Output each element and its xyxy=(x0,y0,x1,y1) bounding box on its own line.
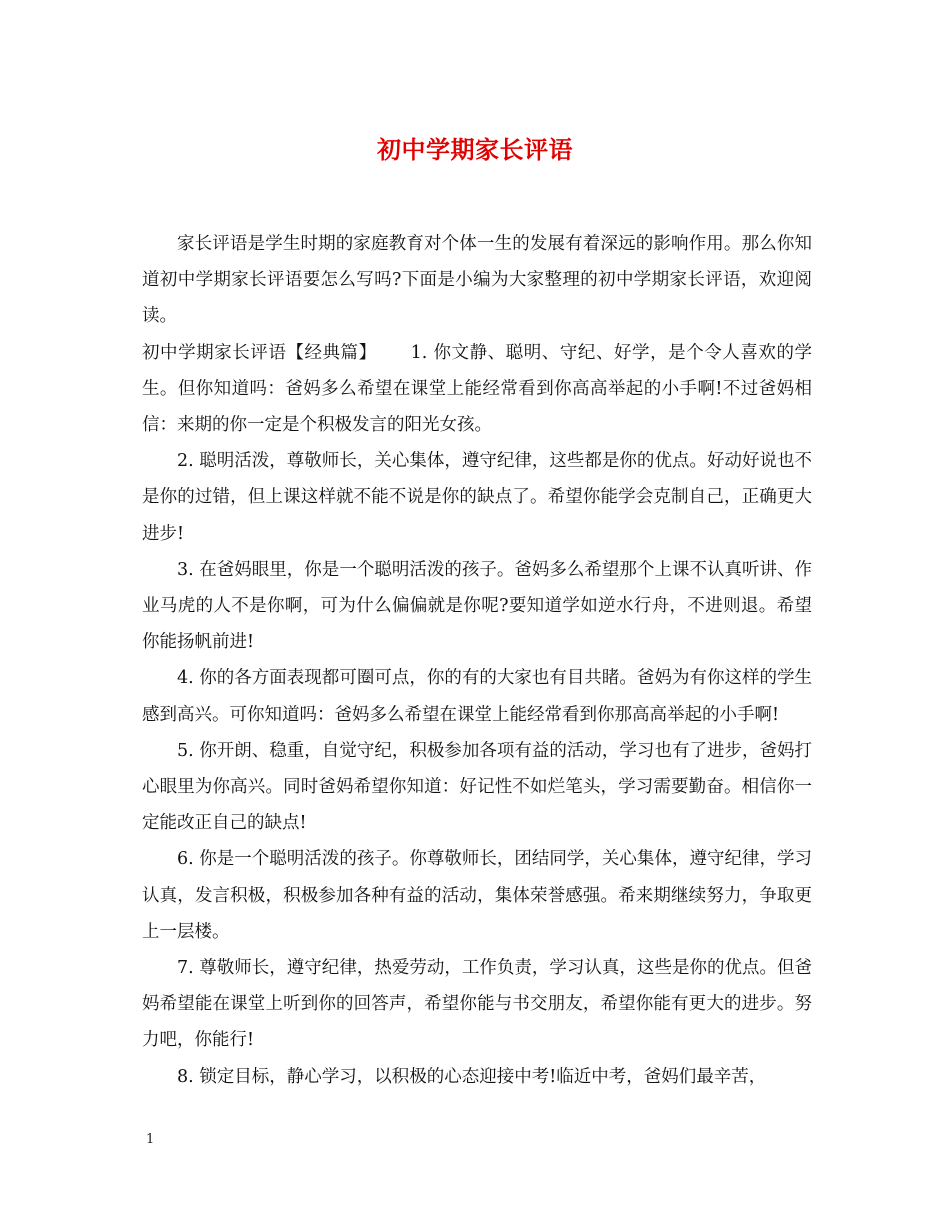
comment-item: 8. 锁定目标，静心学习，以积极的心态迎接中考!临近中考，爸妈们最辛苦， xyxy=(177,1066,767,1087)
comment-item: 5. 你开朗、稳重，自觉守纪，积极参加各项有益的活动，学习也有了进步，爸妈打心眼里为你高兴。同时爸妈希望你知道：好记性不如烂笔头，学习需要勤奋。相信你一定能改正自己的缺点! xyxy=(142,740,812,834)
comment-item: 1. 你文静、聪明、守纪、好学，是个令人喜欢的学生。但你知道吗：爸妈多么希望在课堂上能经常看到你高高举起的小手啊!不过爸妈相信：来期的你一定是个积极发言的阳光女孩。 xyxy=(142,342,813,436)
section-paragraph xyxy=(142,335,812,444)
page-number: 1 xyxy=(146,1132,155,1147)
comment-item: 4. 你的各方面表现都可圈可点，你的有的大家也有目共睹。爸妈为有你这样的学生感到高兴。可你知道吗：爸妈多么希望在课堂上能经常看到你那高高举起的小手啊! xyxy=(142,668,812,725)
comment-item: 6. 你是一个聪明活泼的孩子。你尊敬师长，团结同学，关心集体，遵守纪律，学习认真，发言积极，积极参加各种有益的活动，集体荣誉感强。希来期继续努力，争取更上一层楼。 xyxy=(142,849,812,942)
comment-item: 3. 在爸妈眼里，你是一个聪明活泼的孩子。爸妈多么希望那个上课不认真听讲、作业马虎的人不是你啊，可为什么偏偏就是你呢?要知道学如逆水行舟，不进则退。希望你能扬帆前进! xyxy=(142,559,812,653)
document-title: 初中学期家长评语 xyxy=(377,135,573,164)
intro-paragraph: 家长评语是学生时期的家庭教育对个体一生的发展有着深远的影响作用。那么你知道初中学期家长评语要怎么写吗?下面是小编为大家整理的初中学期家长评语，欢迎阅读。 xyxy=(142,234,812,327)
comment-item: 7. 尊敬师长，遵守纪律，热爱劳动，工作负责，学习认真，这些是你的优点。但爸妈希望能在课堂上听到你的回答声，希望你能与书交朋友，希望你能有更大的进步。努力吧，你能行! xyxy=(142,958,812,1051)
document-body xyxy=(142,226,812,1095)
section-label: 初中学期家长评语【经典篇】 xyxy=(142,342,377,363)
comment-item: 2. 聪明活泼，尊敬师长，关心集体，遵守纪律，这些都是你的优点。好动好说也不是你的过错，但上课这样就不能不说是你的缺点了。希望你能学会克制自己，正确更大进步! xyxy=(142,451,812,544)
